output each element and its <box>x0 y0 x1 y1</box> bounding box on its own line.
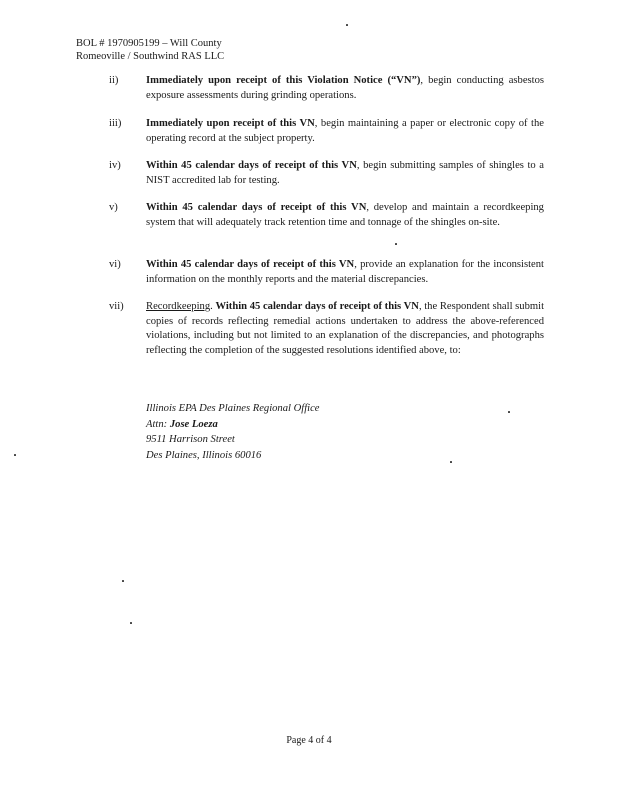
item-heading: Recordkeeping <box>146 301 211 312</box>
document-header <box>76 38 224 63</box>
item-lead: Within 45 calendar days of receipt of this VN <box>146 202 367 213</box>
item-text: , begin conducting asbestos exposure assessments during grinding operations. <box>146 75 545 101</box>
page-number: Page 4 of 4 <box>286 735 332 746</box>
item-body <box>146 117 544 146</box>
item-body <box>146 201 544 230</box>
address-street: 9511 Harrison Street <box>146 434 235 445</box>
scan-speck <box>346 24 348 26</box>
address-attn <box>146 417 320 433</box>
item-text: , develop and maintain a recordkeeping system that will adequately track retention time and tonnage of the shingles on-site. <box>146 202 544 228</box>
header-company-line: Romeoville / Southwind RAS LLC <box>76 50 225 62</box>
mailing-address <box>146 401 320 463</box>
address-attn-name: Jose Loeza <box>169 418 218 430</box>
item-text: , begin submitting samples of shingles to a NIST accredited lab for testing. <box>146 160 545 186</box>
item-body <box>146 74 544 103</box>
scan-speck <box>450 461 452 463</box>
address-attn-label: Attn: <box>146 418 170 430</box>
item-text: , the Respondent shall submit copies of records reflecting remedial actions undertaken to address the above-referenced violations, including but not limited to an explanation of the discrepancies, and photographs reflecting the completion of the suggested resolutions identified above, to: <box>146 301 545 356</box>
list-item-vi <box>109 258 544 287</box>
header-bol-line: BOL # 1970905199 – Will County <box>76 38 222 49</box>
item-numeral: vi) <box>109 259 121 270</box>
item-text: , begin maintaining a paper or electronic copy of the operating record at the subject property. <box>146 118 544 144</box>
scan-speck <box>14 454 16 456</box>
item-text: , provide an explanation for the inconsistent information on the monthly reports and the material discrepancies. <box>146 259 544 285</box>
list-item-vii <box>109 300 544 358</box>
item-separator: . <box>210 301 216 312</box>
item-numeral: iv) <box>109 160 121 171</box>
list-item-iii <box>109 117 544 146</box>
item-numeral: vii) <box>109 301 124 312</box>
scan-speck <box>508 411 510 413</box>
scan-speck <box>130 622 132 624</box>
item-lead: Within 45 calendar days of receipt of this VN <box>146 160 357 171</box>
item-body <box>146 258 544 287</box>
scan-speck <box>122 580 124 582</box>
item-body <box>146 300 544 358</box>
item-numeral: v) <box>109 202 118 213</box>
item-numeral: iii) <box>109 118 122 129</box>
list-item-ii <box>109 74 544 103</box>
item-lead: Immediately upon receipt of this Violation Notice (“VN”) <box>146 75 421 86</box>
item-numeral: ii) <box>109 75 119 86</box>
item-body <box>146 159 544 188</box>
list-item-v <box>109 201 544 230</box>
list-item-iv <box>109 159 544 188</box>
item-lead: Within 45 calendar days of receipt of this VN <box>146 259 355 270</box>
item-lead: Immediately upon receipt of this VN <box>146 118 315 129</box>
address-city: Des Plaines, Illinois 60016 <box>146 449 262 461</box>
address-office: Illinois EPA Des Plaines Regional Office <box>146 403 320 414</box>
item-lead: Within 45 calendar days of receipt of this VN <box>215 301 419 312</box>
scan-speck <box>395 243 397 245</box>
